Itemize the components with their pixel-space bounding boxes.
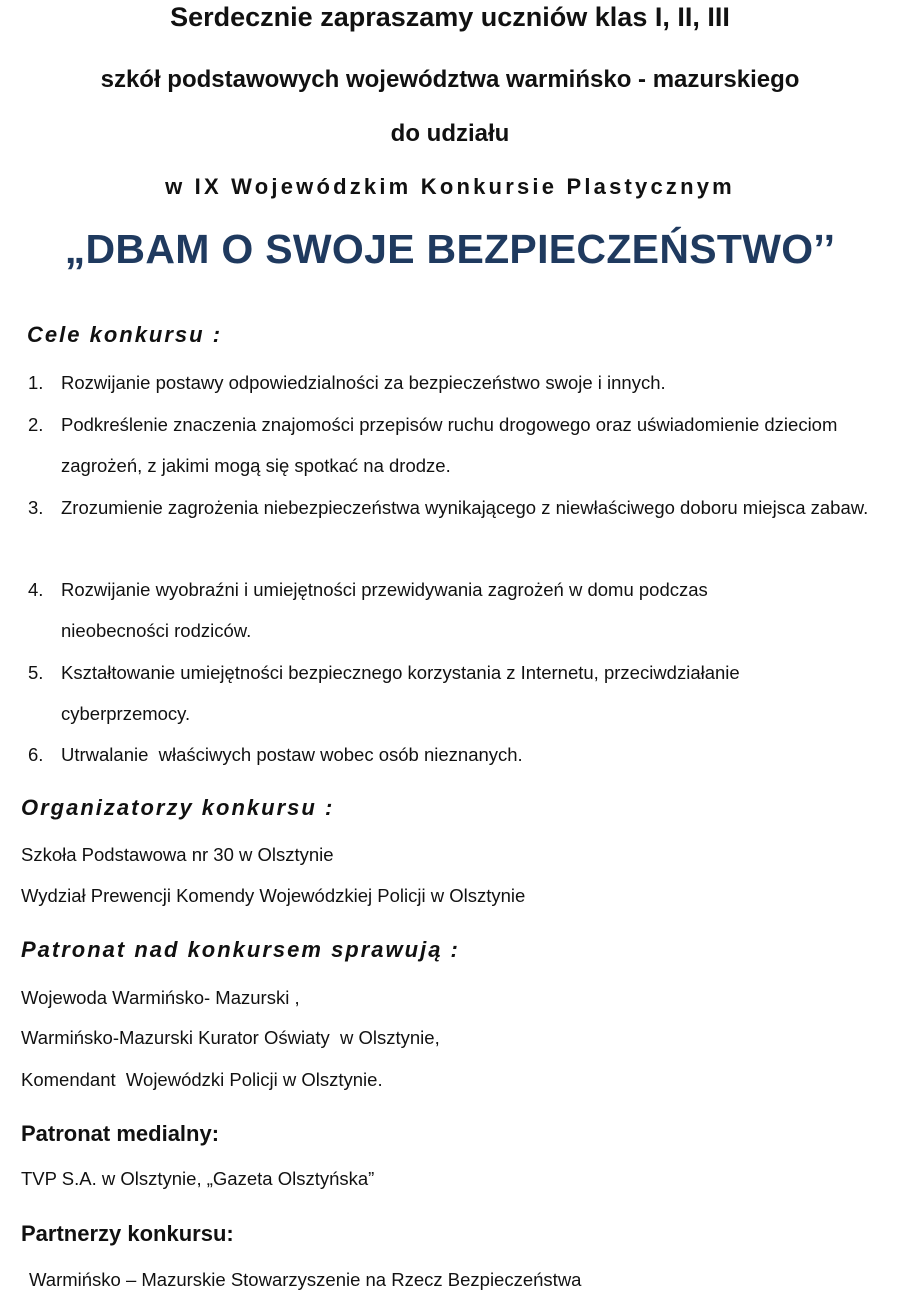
organizers-heading: Organizatorzy konkursu : (21, 795, 335, 820)
goal-text: Kształtowanie umiejętności bezpiecznego korzystania z Internetu, przeciwdziałanie cyberprzemocy. (61, 662, 740, 724)
goal-number: 5. (28, 662, 44, 683)
goal-number: 1. (28, 372, 44, 393)
invitation-line-1: Serdecznie zapraszamy uczniów klas I, II, III (170, 2, 730, 32)
goal-item-6 (28, 734, 888, 775)
invitation-line-3: do udziału (390, 120, 510, 147)
goal-item-3 (28, 487, 888, 528)
media-patronage-text: TVP S.A. w Olsztynie, „Gazeta Olsztyńska” (21, 1168, 375, 1189)
goal-item-4 (28, 569, 888, 651)
invitation-line-2: szkół podstawowych województwa warmińsko - mazurskiego (100, 66, 800, 93)
goal-text: Rozwijanie postawy odpowiedzialności za bezpieczeństwo swoje i innych. (61, 372, 666, 393)
goal-text: Podkreślenie znaczenia znajomości przepisów ruchu drogowego oraz uświadomienie dzieciom zagrożeń, z jakimi mogą się spotkać na drodze. (61, 414, 838, 476)
goal-number: 3. (28, 497, 44, 518)
goal-text: Zrozumienie zagrożenia niebezpieczeństwa wynikającego z niewłaściwego doboru miejsca zabaw. (61, 497, 869, 518)
patronage-heading: Patronat nad konkursem sprawują : (21, 937, 460, 962)
goal-number: 6. (28, 744, 44, 765)
patron-item: Komendant Wojewódzki Policji w Olsztynie. (21, 1069, 383, 1090)
media-patronage-heading: Patronat medialny: (21, 1121, 220, 1146)
goal-text: Utrwalanie właściwych postaw wobec osób nieznanych. (61, 744, 523, 765)
goals-heading: Cele konkursu : (27, 322, 223, 347)
patron-item: Warmińsko-Mazurski Kurator Oświaty w Olsztynie, (21, 1027, 440, 1048)
contest-name-line: w IX Wojewódzkim Konkursie Plastycznym (165, 174, 735, 199)
organizer-item: Wydział Prewencji Komendy Wojewódzkiej Policji w Olsztynie (21, 885, 526, 906)
contest-title: „DBAM O SWOJE BEZPIECZEŃSTWO’’ (64, 226, 836, 272)
organizer-item: Szkoła Podstawowa nr 30 w Olsztynie (21, 844, 334, 865)
goal-item-5 (28, 652, 888, 734)
goal-text: Rozwijanie wyobraźni i umiejętności przewidywania zagrożeń w domu podczas nieobecności rodziców. (61, 579, 708, 641)
patron-item: Wojewoda Warmińsko- Mazurski , (21, 987, 300, 1008)
goal-item-2 (28, 404, 888, 486)
goal-item-1 (28, 362, 888, 403)
goal-number: 2. (28, 414, 44, 435)
goal-number: 4. (28, 579, 44, 600)
partners-heading: Partnerzy konkursu: (21, 1221, 234, 1246)
partners-text: Warmińsko – Mazurskie Stowarzyszenie na Rzecz Bezpieczeństwa (29, 1269, 582, 1290)
